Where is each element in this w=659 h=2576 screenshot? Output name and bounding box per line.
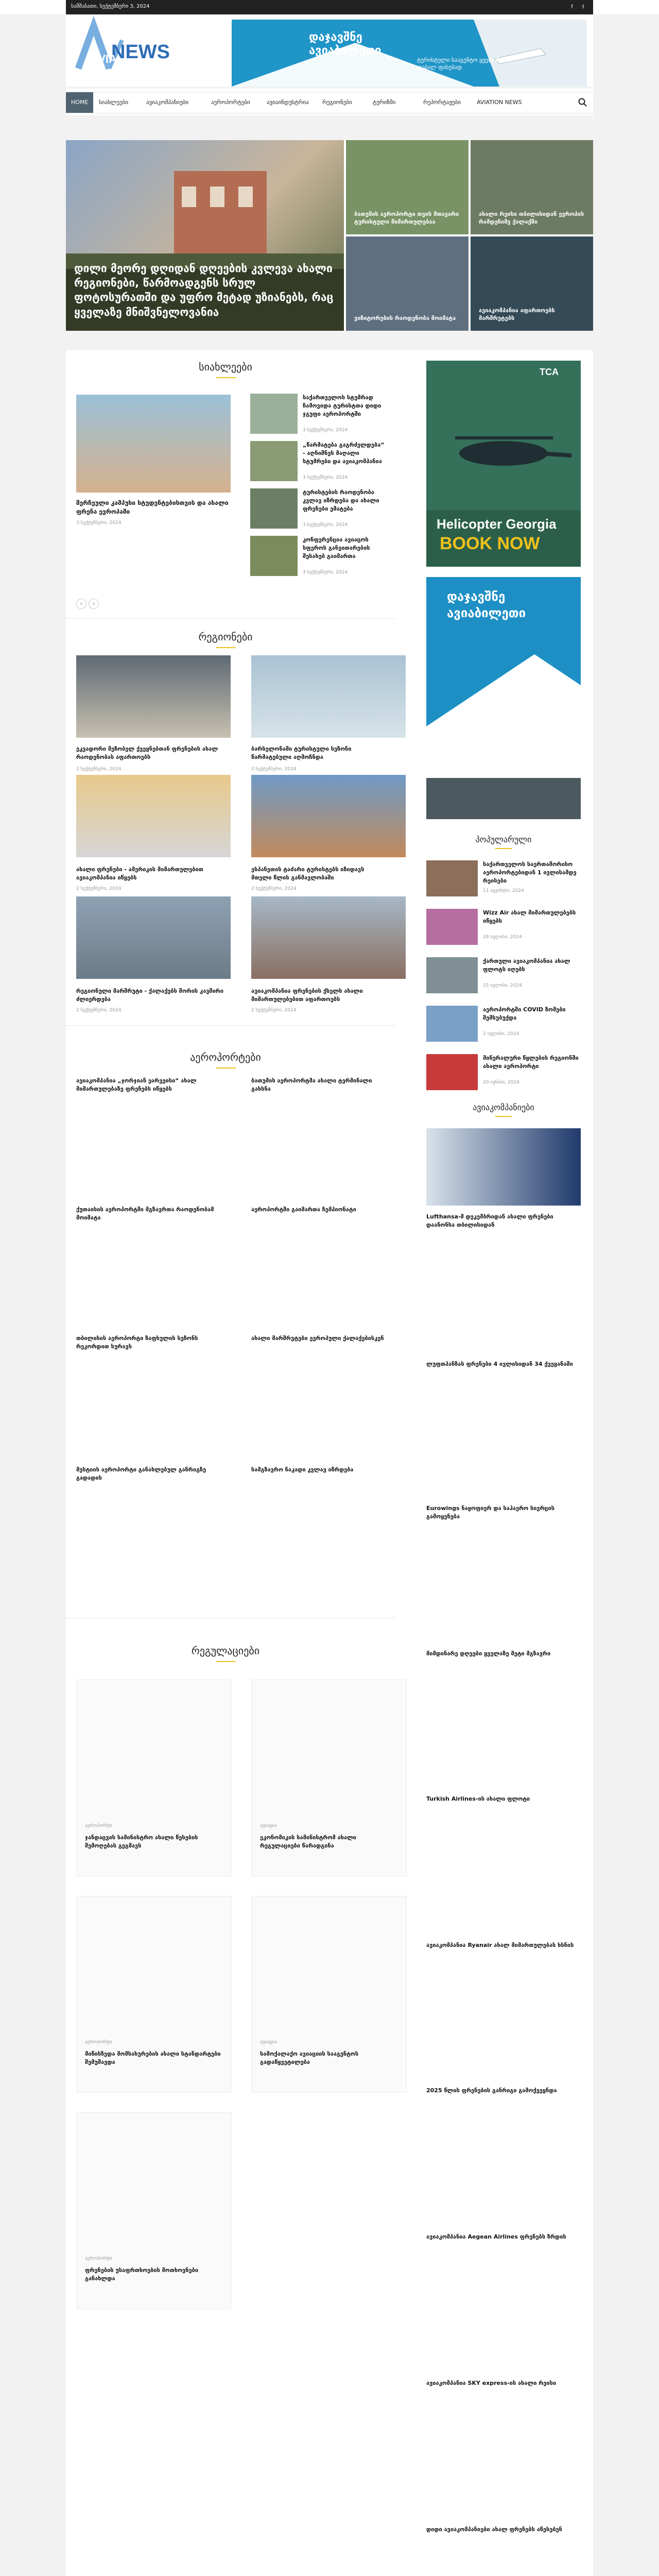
news-item-4-meta: 3 სექტემბერი, 2024 (303, 570, 348, 575)
airports-item-4[interactable]: აეროპორტში გაიმართა ჩემპიონატი (251, 1206, 356, 1213)
regions-item-6-meta: 2 სექტემბერი, 2024 (251, 1008, 297, 1013)
airlines-title: ავიაკომპანიები (426, 1103, 581, 1112)
airlines-item-6[interactable]: 2025 წლის ფრენების განრიგი გამოქვეყნდა (426, 2087, 557, 2094)
regions-item-1-title[interactable]: ეკვადორი მეზობელ ქვეყნებთან ფრენების ახალ რაოდენობას აფართოებს (76, 745, 218, 760)
news-thumb-4[interactable] (250, 536, 298, 576)
news-lead-title[interactable]: შერჩეული კამპუსი სტუდენტებისთვის და ახალი ფრენა ევროპაში (76, 499, 229, 516)
news-item-3-title[interactable]: ტურისტების რაოდენობა კვლავ იზრდება და ახალი ფრენები ემატება (303, 489, 379, 512)
hero-tile-4-caption: ვიზიტორების რაოდენობა მოიმატა (354, 315, 456, 322)
nav-airlines[interactable]: ავიაკომპანიები (146, 99, 189, 106)
news-lead-meta: 3 სექტემბერი, 2024 (76, 520, 122, 526)
regulations-card-2[interactable] (251, 1680, 407, 1876)
popular-thumb-4[interactable] (426, 1006, 478, 1042)
tickets-ad-line2: ავიაბილეთი (447, 606, 526, 620)
airports-item-5[interactable]: თბილისის აეროპორტი ზაფხულის სეზონს რეკორდით ხურავს (76, 1335, 198, 1350)
hero-tile-2[interactable] (346, 140, 469, 234)
nav-news[interactable]: სიახლეები (99, 99, 129, 106)
airports-item-8[interactable]: სამგზავრო ნაკადი კვლავ იზრდება (251, 1466, 354, 1473)
hero-tile-4[interactable] (346, 236, 469, 331)
news-lead-image[interactable] (76, 395, 231, 493)
nav-bar (66, 92, 593, 113)
regulations-card-1-title[interactable]: ჯანდაცვის სამინისტრო ახალი წესების შემოღებას გეგმავს (85, 1834, 198, 1849)
news-item-4-title[interactable]: კონფერენცია ავიაცოს სფეროს განვითარების შესახებ გაიმართა (303, 536, 370, 560)
regions-item-5-title[interactable]: რეგიონული მარშრუტი - ქალაქებს შორის კავშირი ძლიერდება (76, 988, 223, 1003)
news-section-title: სიახლეები (66, 361, 385, 373)
regulations-card-4-meta: ავიაცია (260, 2040, 277, 2045)
divider-2 (66, 1025, 395, 1026)
news-prev-button[interactable]: ‹ (76, 599, 86, 609)
helicopter-ad-art (426, 361, 581, 567)
regulations-card-1-meta: აეროპორტი (85, 1823, 112, 1828)
nav-industry[interactable]: ავიაინდუსტრია (267, 99, 309, 106)
regulations-card-5[interactable] (76, 2112, 232, 2309)
regions-item-2-meta: 2 სექტემბერი, 2024 (251, 767, 297, 772)
airlines-item-9[interactable]: დიდი ავიაკომპანიები ახალ ფრენებს აწესებენ (426, 2526, 562, 2533)
news-item-2-title[interactable]: „წარმატება გაგრძელდება“ - აღნიშნეს მაღალი სტუმრები და ავიაკომპანია (303, 442, 385, 465)
regulations-card-2-meta: ავიაცია (260, 1823, 277, 1828)
airlines-item-7[interactable]: ავიაკომპანია Aegean Airlines ფრენებს ზრდის (426, 2233, 566, 2240)
helicopter-ad-name: Helicopter Georgia (437, 516, 557, 532)
regulations-card-3-title[interactable]: მიწისზედა მომსახურების ახალი სტანდარტები შემუშავდა (85, 2050, 221, 2065)
hero-tile-3-caption: ახალი რეისი თბილისიდან ევროპის რამდენიმე ქალაქში (479, 211, 584, 226)
news-next-button[interactable]: › (89, 599, 99, 609)
popular-item-2-meta: 28 ივლისი, 2024 (483, 935, 522, 940)
regions-item-1-meta: 2 სექტემბერი, 2024 (76, 767, 122, 772)
regions-image-6[interactable] (251, 896, 406, 979)
popular-item-3-title[interactable]: ქართული ავიაკომპანია ახალ ფლოტს იღებს (483, 958, 570, 973)
airports-item-1[interactable]: ავიაკომპანია „ჯორჯიან ეარვეისი“ ახალ მიმართულებაზე ფრენებს იწყებს (76, 1077, 197, 1092)
regions-image-5[interactable] (76, 896, 231, 979)
header-banner-art (232, 20, 587, 87)
tickets-ad-line1: დაჯავშნე (447, 589, 506, 604)
header-banner-line2: ავიაბილეთი (309, 44, 381, 57)
airports-section-title: აეროპორტები (66, 1051, 385, 1063)
regions-item-2-title[interactable]: ბარსელონაში ტურისტული სეზონი წარმატებული აღმოჩნდა (251, 745, 352, 760)
helicopter-ad-brand: TCA (540, 367, 559, 377)
hero-big-caption: დილი მეორე დღიდან დღეების კვლევა ახალი რეგიონები, წარმოადგენს სრულ ფოტოსურათში და უფრო მეტად უზიანებს, რაც ყველაზე მნიშვნელოვანია (74, 262, 334, 318)
hero-tile-5[interactable] (471, 236, 593, 331)
popular-item-3-meta: 15 ივლისი, 2024 (483, 983, 522, 988)
nav-tourism[interactable]: ტურიზმი (373, 99, 396, 106)
news-item-1-title[interactable]: საქართველოს სტუმრად ჩამოვიდა ტურისტთა დიდი ჯგუფი აეროპორტში (303, 394, 381, 417)
airports-item-6[interactable]: ახალი მარშრუტები ევროპული ქალაქებისკენ (251, 1335, 384, 1342)
popular-item-5-title[interactable]: მინერალური წყლების რეგიონში ახალი აეროპორტი (483, 1055, 579, 1070)
news-thumb-2[interactable] (250, 441, 298, 481)
facebook-icon[interactable]: f (571, 4, 573, 10)
regulations-card-5-meta: აეროპორტი (85, 2256, 112, 2261)
regions-image-2[interactable] (251, 655, 406, 738)
top-bar-inner (66, 0, 593, 14)
hero-grid (66, 140, 593, 331)
popular-item-1-title[interactable]: საქართველოს საერთაშორისო აეროპორტებიდან 1 ივლისამდე რეისები (483, 861, 577, 884)
regions-item-5-meta: 2 სექტემბერი, 2024 (76, 1008, 122, 1013)
top-bar (0, 0, 659, 14)
regulations-card-1[interactable] (76, 1680, 232, 1876)
popular-item-2-title[interactable]: Wizz Air ახალ მიმართულებებს იწყებს (483, 909, 576, 924)
regions-section-title: რეგიონები (66, 631, 385, 643)
regions-item-4-title[interactable]: ესპანეთის ტაძარი ტურისტებს იზიდავს მთელი წლის განმავლობაში (251, 866, 365, 881)
header-banner-line3: ტურისტული სააგენტო ყველაზე დაბალ ფასებად (417, 57, 503, 71)
airports-item-2[interactable]: ბათუმის აეროპორტმა ახალი ტერმინალი გახსნა (251, 1077, 372, 1092)
sidebar-ad-tickets[interactable] (426, 577, 581, 819)
regulations-card-4[interactable] (251, 1896, 407, 2093)
popular-item-5-meta: 20 ივნისი, 2024 (483, 1080, 519, 1085)
header-banner[interactable] (232, 20, 587, 87)
regions-image-4[interactable] (251, 775, 406, 857)
popular-item-4-title[interactable]: აეროპორტში COVID ზომები შემსუბუქდა (483, 1006, 566, 1021)
airlines-lead-image[interactable] (426, 1128, 581, 1206)
regulations-section-title: რეგულაციები (66, 1645, 385, 1657)
regulations-card-2-title[interactable]: ეკონომიკის სამინისტრომ ახალი რეგულაციები წარადგინა (260, 1834, 356, 1849)
regulations-card-4-title[interactable]: სამოქალაქო ავიაციის სააგენტოს გადაწყვეტილება (260, 2050, 359, 2065)
regulations-card-5-title[interactable]: ფრენების უსაფრთხოების მოთხოვნები განახლდა (85, 2267, 199, 2282)
popular-item-1-meta: 11 აგვისტო, 2024 (483, 888, 524, 893)
regions-item-4-meta: 2 სექტემბერი, 2024 (251, 886, 297, 891)
regions-item-3-meta: 2 სექტემბერი, 2024 (76, 886, 122, 891)
nav-aviation-news[interactable]: AVIATION NEWS (477, 99, 522, 106)
regions-image-3[interactable] (76, 775, 231, 857)
news-item-3-meta: 3 სექტემბერი, 2024 (303, 522, 348, 528)
search-icon[interactable] (578, 97, 588, 108)
news-item-1-meta: 3 სექტემბერი, 2024 (303, 428, 348, 433)
airlines-item-4[interactable]: Turkish Airlines-ის ახალი ფლოტი (426, 1795, 530, 1802)
regulations-card-3[interactable] (76, 1896, 232, 2093)
tickets-ad-art (426, 577, 581, 819)
hero-tile-2-caption: ბათუმის აეროპორტი თვის მთავარი ტურისტული მიმართულებაა (354, 211, 459, 226)
nav-regions[interactable]: რეგიონები (322, 99, 352, 106)
news-item-2-meta: 3 სექტემბერი, 2024 (303, 475, 348, 480)
regions-item-3-title[interactable]: ახალი ფრენები - ამერიკის მიმართულებით ავიაკომპანია იწყებს (76, 866, 203, 881)
popular-thumb-5[interactable] (426, 1054, 478, 1090)
airlines-item-1[interactable]: ლუფთჰანზას ფრენები 4 ივლისიდან 34 ქვეყანაში (426, 1361, 573, 1367)
regions-item-6-title[interactable]: ავიაკომპანია ფრენების ქსელს ახალი მიმართულებებით აფართოებს (251, 988, 363, 1003)
airlines-item-2[interactable]: Eurowings ნაყოფიერ და საჰაერო სივრცის გამოყენება (426, 1505, 554, 1520)
logo-word-news: NEWS (111, 41, 170, 63)
airlines-item-3[interactable]: მიმდინარე დღეები ყველაზე მეტი მგზავრი (426, 1650, 551, 1657)
logo-word-avia: AVIA (91, 53, 117, 65)
hero-tile-5-caption: ავიაკომპანია აფართოებს მარშრუტებს (479, 307, 555, 322)
airports-item-7[interactable]: მესტიის აეროპორტი განახლებულ განრიგზე გადადის (76, 1466, 206, 1481)
nav-airports[interactable]: აეროპორტები (211, 99, 250, 106)
airports-item-3[interactable]: ქუთაისის აეროპორტში მგზავრთა რაოდენობამ მოიმატა (76, 1206, 214, 1221)
top-date: სამშაბათი, სექტემბერი 3, 2024 (71, 4, 150, 9)
news-thumb-1[interactable] (250, 394, 298, 434)
helicopter-ad-cta: BOOK NOW (440, 534, 540, 553)
popular-thumb-3[interactable] (426, 957, 478, 993)
news-thumb-3[interactable] (250, 488, 298, 529)
airlines-item-8[interactable]: ავიაკომპანია SKY express-ის ახალი რეისი (426, 2380, 557, 2386)
popular-item-4-meta: 2 ივლისი, 2024 (483, 1031, 519, 1037)
popular-title: პოპულარული (426, 835, 581, 844)
regulations-card-3-meta: აეროპორტი (85, 2040, 112, 2045)
site-logo[interactable] (73, 20, 170, 76)
popular-thumb-2[interactable] (426, 909, 478, 945)
hero-tile-3[interactable] (471, 140, 593, 234)
twitter-icon[interactable]: t (582, 4, 584, 10)
content-area (66, 350, 593, 2576)
nav-reports[interactable]: რეპორტაჟები (423, 99, 461, 106)
regions-image-1[interactable] (76, 655, 231, 738)
airlines-item-5[interactable]: ავიაკომპანია Ryanair ახალ მიმართულებას ხსნის (426, 1942, 574, 1948)
hero-big-tile[interactable] (66, 140, 344, 331)
popular-thumb-1[interactable] (426, 860, 478, 896)
nav-home[interactable]: HOME (66, 92, 93, 113)
divider-1 (66, 618, 395, 619)
sidebar-ad-helicopter[interactable] (426, 361, 581, 567)
airlines-lead-title[interactable]: Lufthansa-მ დეკემბრიდან ახალი ფრენები დაანონსა თბილისიდან (426, 1213, 553, 1228)
header-banner-line1: დაჯავშნე (309, 31, 362, 44)
main-nav (66, 89, 593, 115)
site-header (66, 14, 593, 87)
